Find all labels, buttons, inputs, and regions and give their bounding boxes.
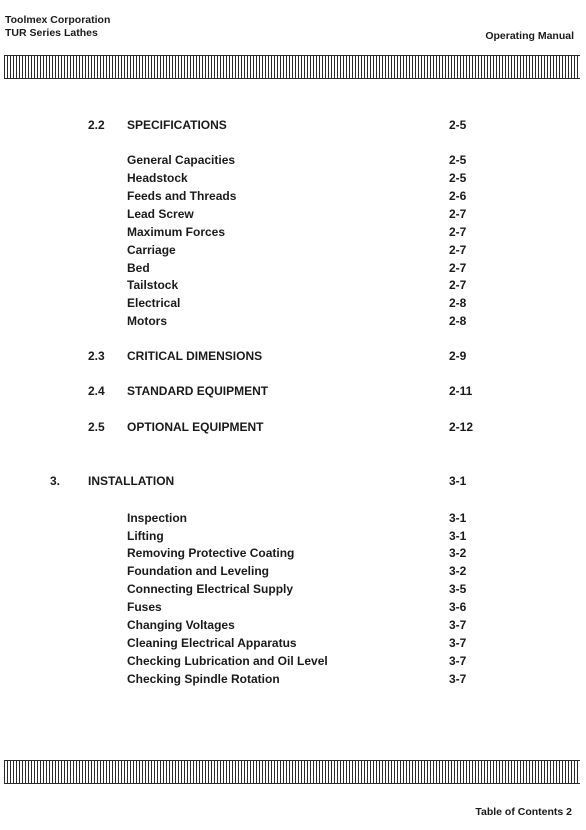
toc-entry-page: 3-7 [449,672,467,686]
toc-entry-title: Headstock [127,171,188,185]
section-page: 2-12 [449,420,474,434]
toc-entry-title: Fuses [127,600,162,614]
section-title: STANDARD EQUIPMENT [127,384,269,398]
manual-title: Operating Manual [485,30,574,42]
document-header [5,14,110,40]
toc-entry-title: Connecting Electrical Supply [127,582,294,596]
toc-entry-title: Tailstock [127,278,179,292]
toc-entry-title: Carriage [127,243,176,257]
section-number: 3. [50,474,61,488]
toc-entry-title: Lead Screw [127,207,194,221]
toc-entry-page: 2-7 [449,243,467,257]
toc-entry-page: 3-7 [449,618,467,632]
section-page: 2-11 [449,384,473,398]
section-number: 2.4 [88,384,105,398]
section-title: INSTALLATION [88,474,175,488]
section-page: 2-5 [449,118,467,132]
product-name: TUR Series Lathes [5,27,98,39]
section-page: 2-9 [449,349,467,363]
toc-entry-page: 2-7 [449,207,467,221]
toc-entry-page: 3-7 [449,636,467,650]
toc-entry-title: Electrical [127,296,181,310]
section-title: CRITICAL DIMENSIONS [127,349,263,363]
section-number: 2.3 [88,349,105,363]
toc-entry-page: 2-7 [449,261,467,275]
toc-entry-page: 2-7 [449,225,467,239]
top-barcode-rule [4,55,580,79]
toc-entry-page: 3-2 [449,564,467,578]
toc-entry-title: Bed [127,261,150,275]
toc-entry-page: 2-5 [449,153,467,167]
toc-entry-title: Removing Protective Coating [127,546,295,560]
toc-entry-title: Foundation and Leveling [127,564,269,578]
toc-entry-page: 2-8 [449,314,467,328]
page-footer: Table of Contents 2 [475,806,572,818]
toc-entry-page: 3-5 [449,582,467,596]
toc-entry-title: Inspection [127,511,188,525]
toc-entry-page: 3-1 [449,511,467,525]
toc-entry-page: 2-6 [449,189,467,203]
company-name: Toolmex Corporation [5,14,111,26]
toc-entry-title: Checking Spindle Rotation [127,672,280,686]
section-page: 3-1 [449,474,467,488]
bottom-barcode-rule [4,760,580,784]
toc-entry-title: Checking Lubrication and Oil Level [127,654,328,668]
toc-entry-page: 3-7 [449,654,467,668]
toc-entry-title: Motors [127,314,167,328]
toc-entry-page: 3-2 [449,546,467,560]
toc-entry-page: 2-5 [449,171,467,185]
toc-entry-title: Lifting [127,529,164,543]
toc-entry-page: 3-6 [449,600,467,614]
toc-entry-page: 2-8 [449,296,467,310]
section-number: 2.5 [88,420,105,434]
toc-entry-title: Changing Voltages [127,618,235,632]
toc-entry-title: General Capacities [127,153,236,167]
section-number: 2.2 [88,118,105,132]
toc-entry-title: Cleaning Electrical Apparatus [127,636,297,650]
toc-entry-title: Maximum Forces [127,225,226,239]
section-title: SPECIFICATIONS [127,118,227,132]
section-title: OPTIONAL EQUIPMENT [127,420,264,434]
toc-entry-title: Feeds and Threads [127,189,237,203]
toc-entry-page: 3-1 [449,529,467,543]
toc-entry-page: 2-7 [449,278,467,292]
